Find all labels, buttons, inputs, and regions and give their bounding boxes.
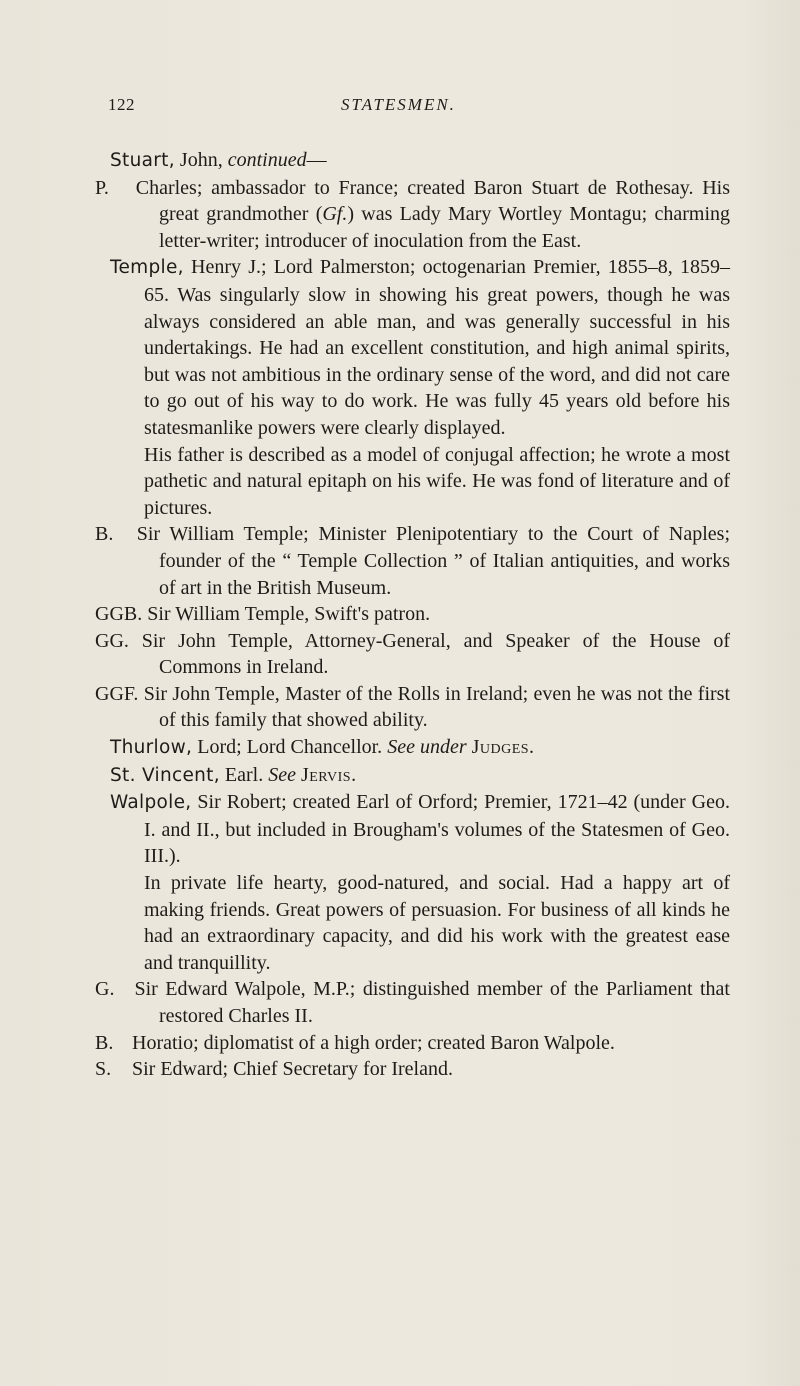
- entry-italic: See: [268, 763, 296, 786]
- entry-italic: See under: [387, 736, 467, 759]
- relation-label: GGF.: [95, 682, 139, 705]
- entry-text: —: [306, 149, 327, 171]
- entry-temple: [110, 254, 730, 441]
- entry-st-vincent: [110, 762, 730, 790]
- relative-entry: S. Sir Edward; Chief Secretary for Ireland.: [95, 1058, 453, 1081]
- entry-italic: Gf.: [322, 203, 348, 226]
- relative-entry: [95, 628, 730, 681]
- entry-italic: continued: [227, 149, 307, 171]
- entry-text: Earl.: [219, 763, 269, 786]
- headword: Thurlow,: [110, 737, 193, 759]
- headword: Walpole,: [110, 792, 192, 814]
- page-fold-shadow: [740, 0, 800, 1386]
- entry-text: Sir John Temple, Attorney-General, and Speaker of the House of Commons in Ireland.: [141, 629, 730, 679]
- headword: St. Vincent,: [110, 764, 220, 786]
- entry-text: Henry J.; Lord Palmerston; octogenarian Premier, 1855–8, 1859–65. Was singularly slow in showing his great powers, though he was always considered an able man, and was generally successful in his undertakings. He had an excellent constitution, and high animal spirits, but was not ambitious in the ordinary sense of the word, and did not care to go out of his way to do work. He was fully 45 years old before his statesmanlike powers were clearly displayed.: [144, 256, 730, 439]
- running-title: STATESMEN.: [341, 95, 456, 114]
- entry-text: Sir Edward; Chief Secretary for Ireland.: [132, 1058, 453, 1081]
- entry-text: Sir John Temple, Master of the Rolls in Ireland; even he was not the first of this family that showed ability.: [143, 682, 730, 732]
- entry-paragraph: [110, 442, 730, 522]
- cross-reference: Jervis.: [300, 763, 357, 786]
- running-head: [108, 95, 708, 119]
- entry-text: In private life hearty, good-natured, and social. Had a happy art of making friends. Great powers of persuasion. For business of all kinds he had an extraordinary capacity, and did his work with the greatest ease and tranquillity.: [144, 872, 730, 974]
- entry-text: Lord; Lord Chancellor.: [192, 736, 388, 759]
- entry-thurlow: [110, 734, 730, 762]
- relative-entry: [95, 601, 730, 628]
- relation-label: GGB.: [95, 603, 143, 626]
- relative-entry: [95, 681, 730, 734]
- page-number: 122: [108, 95, 135, 114]
- entry-text: Horatio; diplomatist of a high order; created Baron Walpole.: [132, 1031, 615, 1054]
- relation-label: GG.: [95, 629, 129, 652]
- cross-reference: Judges.: [471, 736, 535, 759]
- headword: Temple,: [110, 257, 184, 279]
- entry-walpole: [110, 789, 730, 870]
- relative-entry: B. Horatio; diplomatist of a high order; created Baron Walpole.: [95, 1031, 615, 1054]
- entry-text: Charles; ambassador to France; created Baron Stuart de Rothesay. His great grandmother (: [135, 176, 731, 226]
- entry-paragraph: [110, 870, 730, 976]
- entry-text: Sir Edward Walpole, M.P.; distinguished member of the Parliament that restored Charles II.: [134, 978, 730, 1027]
- entry-stuart: [110, 147, 730, 175]
- entry-text: His father is described as a model of conjugal affection; he wrote a most pathetic and natural epitaph on his wife. He was fond of literature and of pictures.: [144, 443, 730, 519]
- entry-text: Sir William Temple, Swift's patron.: [147, 603, 431, 626]
- relative-entry: P. Charles; ambassador to France; created Baron Stuart de Rothesay. His great grandmother (Gf.) was Lady Mary Wortley Montagu; charming letter-writer; introducer of inoculation from the East.: [95, 176, 731, 252]
- entry-text: Sir Robert; created Earl of Orford; Premier, 1721–42 (under Geo. I. and II., but included in Brougham's volumes of the Statesmen of Geo. III.).: [144, 791, 730, 868]
- entry-text: Sir William Temple; Minister Plenipotentiary to the Court of Naples; founder of the “ Temple Collection ” of Italian antiquities, and works of art in the British Museum.: [136, 523, 731, 599]
- page-body: [95, 147, 731, 1083]
- relative-entry: B. Sir William Temple; Minister Plenipotentiary to the Court of Naples; founder of the “ Temple Collection ” of Italian antiquities, and works of art in the British Museum.: [95, 523, 731, 599]
- entry-text: ) was Lady Mary Wortley Montagu; charming letter-writer; introducer of inoculation from the East.: [159, 203, 730, 252]
- relative-entry: G. Sir Edward Walpole, M.P.; distinguished member of the Parliament that restored Charles II.: [95, 978, 730, 1027]
- entry-text: John,: [174, 149, 228, 171]
- headword: Stuart,: [110, 150, 175, 171]
